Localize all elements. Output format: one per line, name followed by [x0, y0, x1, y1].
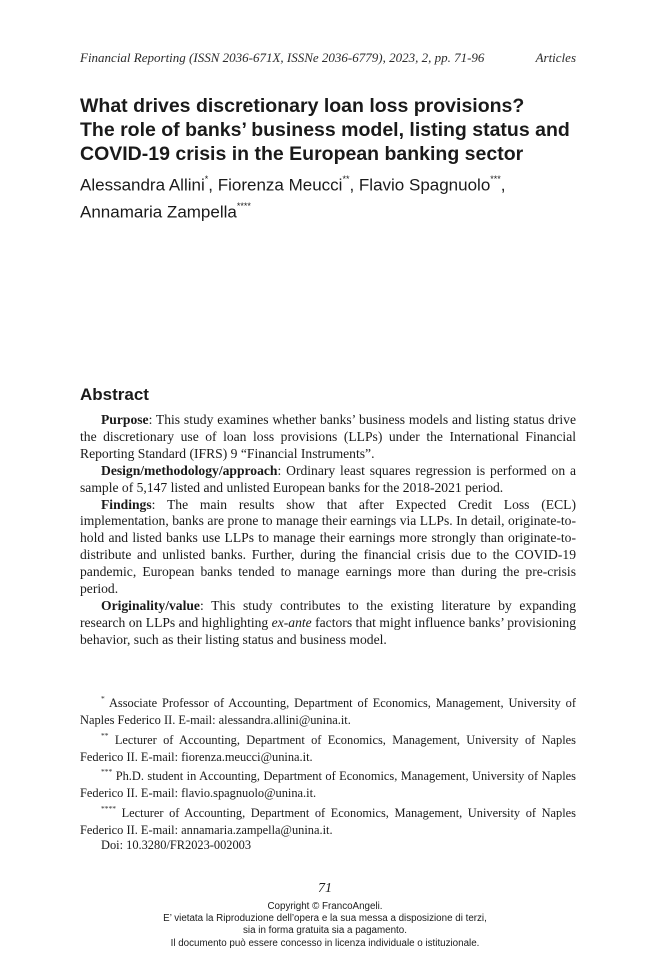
title-line: The role of banks’ business model, listing status and	[80, 119, 570, 141]
paragraph-label: Findings	[101, 496, 152, 512]
footnote	[80, 802, 576, 839]
article-title	[80, 94, 580, 166]
page-number: 71	[318, 881, 332, 896]
copyright-line: Copyright © FrancoAngeli.	[267, 901, 383, 912]
journal-citation: Financial Reporting (ISSN 2036-671X, ISSNe 2036-6779), 2023, 2, pp. 71-96	[80, 50, 485, 65]
footnote-text: Ph.D. student in Accounting, Department of Economics, Management, University of Naples Federico II. E-mail: flavio.spagnuolo@unina.it.	[80, 769, 576, 801]
doi: Doi: 10.3280/FR2023-002003	[101, 838, 252, 852]
copyright-line: Il documento può essere concesso in licenza individuale o istituzionale.	[170, 937, 480, 949]
title-line: What drives discretionary loan loss provisions?	[80, 95, 525, 117]
footnote-mark: **	[101, 730, 109, 740]
footnote-text: Associate Professor of Accounting, Department of Economics, Management, University of Naples Federico II. E-mail: alessandra.allini@unina.it.	[80, 696, 576, 727]
paragraph-label: Originality/value	[101, 597, 200, 613]
title-line: COVID-19 crisis in the European banking sector	[80, 143, 524, 165]
footnote-text: Lecturer of Accounting, Department of Economics, Management, University of Naples Federico II. E-mail: fiorenza.meucci@unina.it.	[80, 732, 576, 764]
footnotes	[80, 692, 576, 839]
author-list: Alessandra Allini*, Fiorenza Meucci**, Flavio Spagnuolo***, Annamaria Zampella****	[80, 174, 506, 222]
italic-term: ex-ante	[271, 614, 312, 630]
author-mark: ****	[236, 200, 251, 211]
footnote-text: Lecturer of Accounting, Department of Economics, Management, University of Naples Federico II. E-mail: annamaria.zampella@unina.it.	[80, 806, 576, 838]
author-mark: *	[204, 174, 209, 184]
author-name: Alessandra Allini	[80, 175, 205, 195]
paragraph-text: : Ordinary least squares regression is performed on a sample of 5,147 listed and unlisted European banks for the 2018-2021 period.	[80, 462, 576, 495]
author-name: Fiorenza Meucci	[217, 175, 343, 195]
abstract-body	[80, 412, 576, 649]
author-mark: ***	[490, 174, 501, 184]
author-name: Annamaria Zampella	[80, 202, 237, 222]
abstract-paragraph-purpose	[80, 412, 576, 463]
section-label: Articles	[535, 50, 576, 65]
abstract-paragraph-design	[80, 463, 576, 497]
footnote	[80, 765, 576, 802]
paragraph-text: : This study examines whether banks’ business models and listing status drive the discretionary use of loan loss provisions (LLPs) under the International Financial Reporting Standard (IFRS) 9 “Financial Instruments”.	[80, 412, 576, 461]
copyright-line: sia in forma gratuita sia a pagamento.	[243, 925, 407, 937]
paragraph-text: : The main results show that after Expected Credit Loss (ECL) implementation, banks are prone to manage their earnings via LLPs. In detail, originate-to-hold and listed banks use LLPs to manage their earnings more strongly than originate-to-distribute and unlisted banks. Further, during the financial crisis due to the COVID-19 pandemic, European banks tended to manage earnings more than during the pre-crisis period.	[80, 496, 576, 597]
paragraph-label: Purpose	[101, 412, 149, 427]
author-mark: **	[342, 174, 350, 184]
footnote-mark: *	[101, 694, 105, 703]
paragraph-text: factors that might influence banks’ provisioning behavior, such as their listing status and business model.	[80, 614, 576, 647]
copyright-line: E’ vietata la Riproduzione dell’opera e la sua messa a disposizione di terzi,	[163, 913, 487, 925]
footnote	[80, 729, 576, 766]
paragraph-label: Design/methodology/approach	[101, 462, 278, 478]
footnote-mark: ****	[101, 804, 116, 814]
running-header	[80, 50, 576, 66]
author-name: Flavio Spagnuolo	[358, 175, 491, 195]
footnote-mark: ***	[101, 767, 113, 777]
copyright-notice	[0, 901, 650, 950]
abstract-heading: Abstract	[80, 385, 149, 404]
footnote	[80, 692, 576, 729]
paragraph-text: : This study contributes to the existing literature by expanding research on LLPs and highlighting	[80, 597, 576, 630]
abstract-paragraph-findings	[80, 497, 576, 598]
abstract-paragraph-originality	[80, 598, 576, 649]
